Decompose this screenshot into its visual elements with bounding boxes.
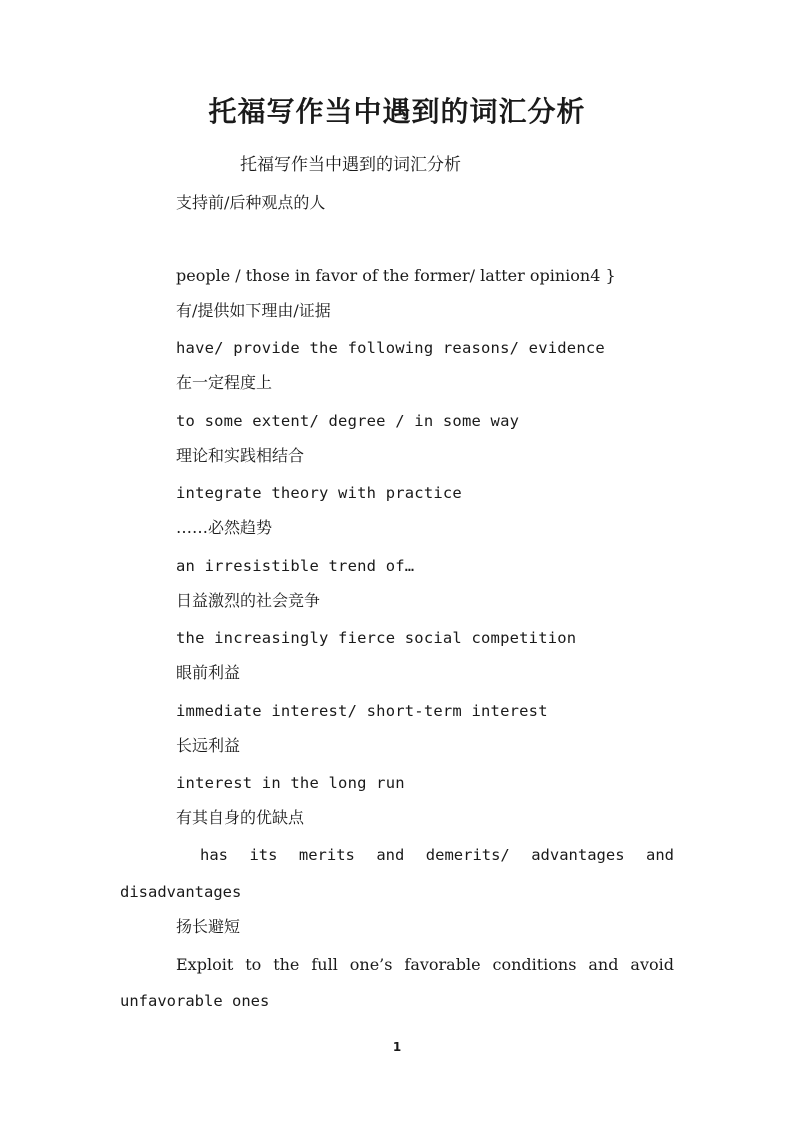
entry-zh-1: 支持前/后种观点的人	[176, 193, 326, 212]
document-title: 托福写作当中遇到的词汇分析	[208, 95, 586, 128]
entry-en-6: the increasingly fierce social competition	[176, 629, 577, 647]
entry-en-2: have/ provide the following reasons/ evidence	[176, 339, 605, 357]
entry-en-3: to some extent/ degree / in some way	[176, 412, 520, 430]
entry-en-7: immediate interest/ short-term interest	[176, 702, 548, 720]
entry-zh-6: 日益激烈的社会竞争	[176, 591, 321, 610]
entry-en-9-line-1: has its merits and demerits/ advantages and	[200, 846, 674, 864]
entry-en-10-line-1: Exploit to the full one’s favorable conditions and avoid	[176, 955, 674, 974]
entry-zh-9: 有其自身的优缺点	[176, 808, 305, 827]
entry-zh-2: 有/提供如下理由/证据	[176, 301, 331, 320]
page-number: 1	[392, 1040, 402, 1054]
entry-en-5: an irresistible trend of…	[176, 557, 415, 575]
entry-en-10-line-2: unfavorable ones	[120, 992, 270, 1010]
entry-zh-4: 理论和实践相结合	[176, 446, 305, 465]
entry-en-4: integrate theory with practice	[176, 484, 462, 502]
document-subtitle: 托福写作当中遇到的词汇分析	[240, 155, 461, 175]
entry-en-9-line-2: disadvantages	[120, 883, 242, 901]
entry-zh-7: 眼前利益	[176, 663, 241, 682]
entry-zh-10: 扬长避短	[176, 917, 241, 936]
entry-zh-8: 长远利益	[176, 736, 241, 755]
entry-en-1: people / those in favor of the former/ latter opinion4 }	[176, 266, 616, 285]
entry-zh-5: ……必然趋势	[176, 518, 273, 537]
entry-zh-3: 在一定程度上	[176, 373, 273, 392]
entry-en-8: interest in the long run	[176, 774, 405, 792]
